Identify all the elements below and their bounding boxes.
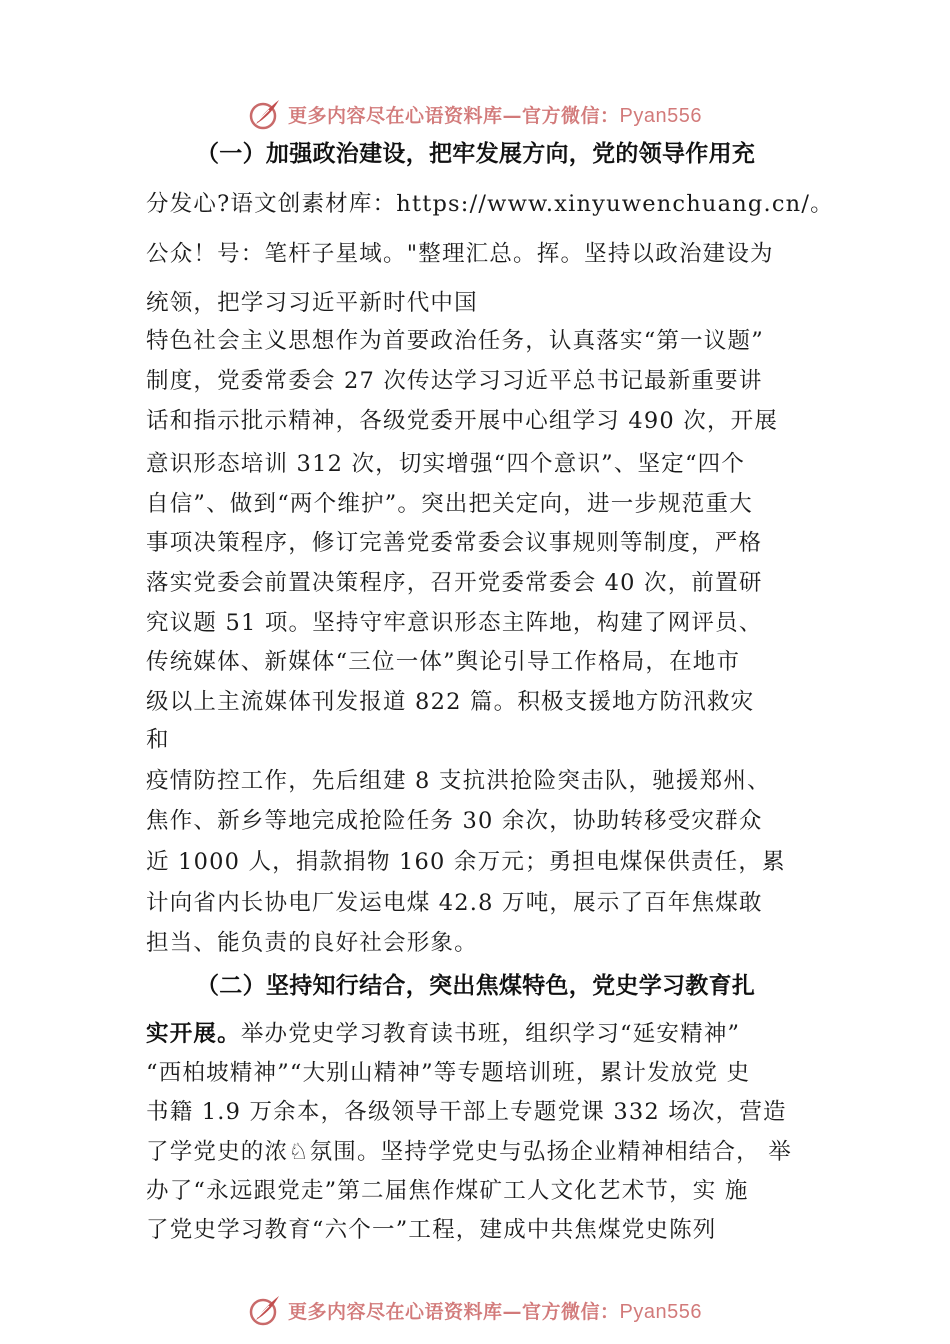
line-text: 自信”、做到“两个维护”。突出把关定向，进一步规范重大 [146, 491, 753, 517]
paragraph-line [146, 805, 763, 837]
watermark-footer [0, 1290, 950, 1330]
line-text: 担当、能负责的良好社会形象。 [146, 930, 478, 956]
quill-logo-icon [248, 97, 282, 131]
line-text: 办了“永远跟党走”第二届焦作煤矿工人文化艺术节，实 施 [146, 1178, 749, 1204]
paragraph-line [146, 887, 763, 919]
paragraph-line [146, 1057, 750, 1089]
paragraph-line [146, 567, 763, 599]
paragraph-line [146, 238, 774, 270]
line-text: 公众！号：笔杆子星域。"整理汇总。挥。坚持以政治建设为 [146, 241, 774, 267]
line-text: 疫情防控工作，先后组建 8 支抗洪抢险突击队，驰援郑州、 [146, 768, 771, 794]
paragraph-line [146, 325, 764, 357]
paragraph-line [146, 188, 834, 220]
watermark-header [0, 94, 950, 134]
section-heading [196, 970, 755, 1002]
section-heading [196, 138, 755, 170]
paragraph-line [146, 448, 745, 480]
line-text: （二）坚持知行结合，突出焦煤特色，党史学习教育扎 [196, 973, 756, 999]
paragraph-line [146, 1175, 749, 1207]
watermark-text: 更多内容尽在心语资料库—官方微信：Pyan556 [288, 1300, 702, 1323]
line-text: 统领，把学习习近平新时代中国 [146, 290, 478, 316]
line-text: 焦作、新乡等地完成抢险任务 30 余次，协助转移受灾群众 [146, 808, 763, 834]
paragraph-line [146, 1136, 792, 1168]
paragraph-line [146, 1096, 787, 1128]
line-text: （一）加强政治建设，把牢发展方向，党的领导作用充 [196, 141, 756, 167]
line-text: 落实党委会前置决策程序，召开党委常委会 40 次，前置研 [146, 570, 763, 596]
line-text: 了学党史的浓♘氛围。坚持学党史与弘扬企业精神相结合， 举 [146, 1139, 792, 1165]
line-text: 传统媒体、新媒体“三位一体”舆论引导工作格局，在地市 [146, 649, 741, 675]
line-text: 分发心?语文创素材库：https://www.xinyuwenchuang.cn/。 [146, 191, 834, 217]
paragraph-line [146, 1214, 717, 1246]
paragraph-line [146, 765, 771, 797]
paragraph-line [146, 488, 753, 520]
paragraph-line [146, 405, 778, 437]
paragraph-line [146, 607, 763, 639]
paragraph-line [146, 846, 786, 878]
paragraph-line [146, 365, 763, 397]
paragraph-line [146, 724, 170, 756]
line-text: 特色社会主义思想作为首要政治任务，认真落实“第一议题” [146, 328, 764, 354]
line-text: 计向省内长协电厂发运电煤 42.8 万吨，展示了百年焦煤敢 [146, 890, 763, 916]
line-text: 和 [146, 727, 170, 753]
line-text: 制度，党委常委会 27 次传达学习习近平总书记最新重要讲 [146, 368, 763, 394]
line-text: 了党史学习教育“六个一”工程，建成中共焦煤党史陈列 [146, 1217, 717, 1243]
paragraph-line [146, 287, 478, 319]
paragraph-line [146, 1018, 740, 1050]
line-text: 究议题 51 项。坚持守牢意识形态主阵地，构建了网评员、 [146, 610, 763, 636]
line-text: 举办党史学习教育读书班，组织学习“延安精神” [240, 1021, 741, 1047]
paragraph-line [146, 686, 754, 718]
heading-continuation: 实开展。 [146, 1021, 241, 1047]
line-text: 书籍 1.9 万余本，各级领导干部上专题党课 332 场次，营造 [146, 1099, 787, 1125]
line-text: 意识形态培训 312 次，切实增强“四个意识”、坚定“四个 [146, 451, 746, 477]
paragraph-line [146, 927, 478, 959]
line-text: 级以上主流媒体刊发报道 822 篇。积极支援地方防汛救灾 [146, 689, 755, 715]
line-text: 事项决策程序，修订完善党委常委会议事规则等制度，严格 [146, 530, 763, 556]
paragraph-line [146, 527, 762, 559]
watermark-text: 更多内容尽在心语资料库—官方微信：Pyan556 [288, 104, 702, 127]
paragraph-line [146, 646, 740, 678]
line-text: “西柏坡精神”“大别山精神”等专题培训班，累计发放党 史 [146, 1060, 751, 1086]
quill-logo-icon [248, 1293, 282, 1327]
line-text: 话和指示批示精神，各级党委开展中心组学习 490 次，开展 [146, 408, 779, 434]
line-text: 近 1000 人，捐款捐物 160 余万元；勇担电煤保供责任，累 [146, 849, 786, 875]
